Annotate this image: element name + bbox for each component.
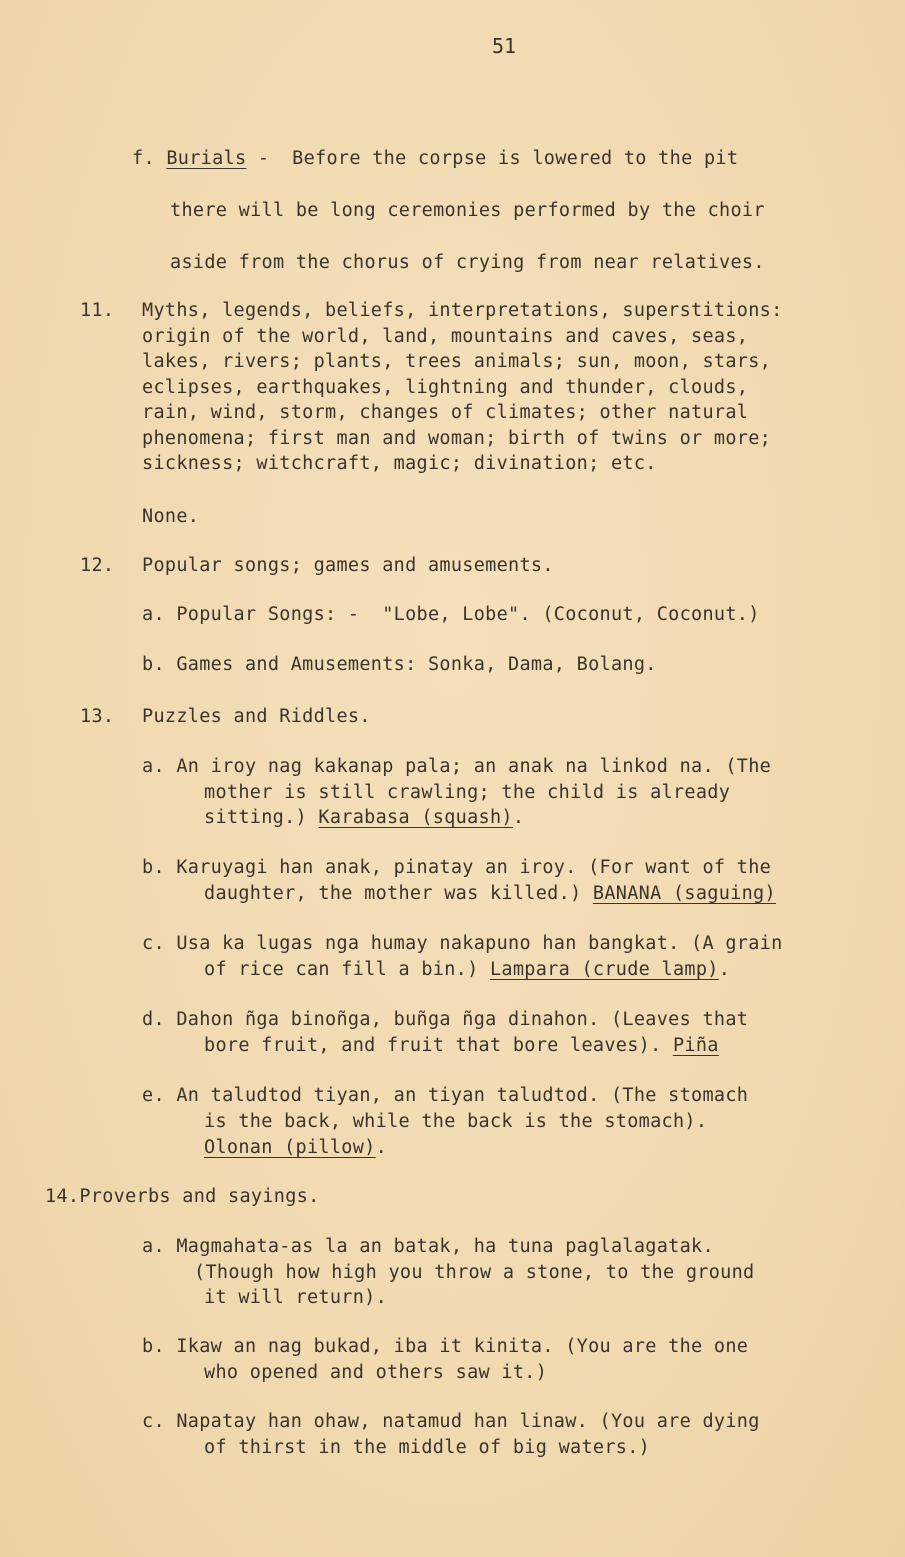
- section-11-line: rain, wind, storm, changes of climates; other natural: [142, 402, 749, 423]
- section-11-line: sickness; witchcraft, magic; divination; etc.: [142, 453, 657, 474]
- burials-line-3: aside from the chorus of crying from near relatives.: [170, 252, 765, 273]
- riddle-a-text: sitting.): [204, 807, 319, 828]
- section-13-title: Puzzles and Riddles.: [142, 706, 371, 727]
- riddle-d-text: bore fruit, and fruit that bore leaves).: [204, 1035, 673, 1056]
- riddle-d-answer: Piña: [672, 1035, 719, 1056]
- section-11-line: phenomena; first man and woman; birth of twins or more;: [142, 428, 772, 449]
- section-11-line: Myths, legends, beliefs, interpretations, superstitions:: [142, 300, 783, 321]
- riddle-b-line-1: b. Karuyagi han anak, pinatay an iroy. (For want of the: [142, 857, 772, 878]
- riddle-e-line-2: is the back, while the back is the stomach).: [204, 1111, 708, 1132]
- riddle-e-answer: Olonan (pillow): [204, 1137, 376, 1158]
- section-11-line: eclipses, earthquakes, lightning and thunder, clouds,: [142, 377, 749, 398]
- section-13-number: 13.: [80, 706, 115, 727]
- riddle-c-line-1: c. Usa ka lugas nga humay nakapuno han bangkat. (A grain: [142, 933, 783, 954]
- section-12-item-b: b. Games and Amusements: Sonka, Dama, Bolang.: [142, 654, 657, 675]
- burials-line-2: there will be long ceremonies performed by the choir: [170, 200, 765, 221]
- riddle-e-line-1: e. An taludtod tiyan, an tiyan taludtod. (The stomach: [142, 1085, 749, 1106]
- proverb-a-line-1: a. Magmahata-as la an batak, ha tuna paglalagatak.: [142, 1236, 714, 1257]
- proverb-b-line-2: who opened and others saw it.): [204, 1362, 548, 1383]
- section-11-line: origin of the world, land, mountains and caves, seas,: [142, 326, 749, 347]
- riddle-d-line-2: [204, 1035, 719, 1056]
- section-11-answer: None.: [142, 506, 200, 527]
- section-11-number: 11.: [80, 300, 115, 321]
- riddle-c-answer: Lampara (crude lamp): [489, 959, 719, 980]
- riddle-b-text: daughter, the mother was killed.): [204, 883, 593, 904]
- proverb-c-line-2: of thirst in the middle of big waters.): [204, 1437, 651, 1458]
- riddle-a-line-2: mother is still crawling; the child is already: [204, 782, 731, 803]
- riddle-c-line-2: of rice can fill a bin.) Lampara (crude lamp).: [204, 959, 731, 980]
- section-11-line: lakes, rivers; plants, trees animals; sun, moon, stars,: [142, 351, 772, 372]
- riddle-d-line-1: d. Dahon ñga binoñga, buñga ñga dinahon. (Leaves that: [142, 1009, 749, 1030]
- burials-title: Burials: [166, 148, 247, 169]
- proverb-c-line-1: c. Napatay han ohaw, natamud han linaw. (You are dying: [142, 1411, 760, 1432]
- burials-label: f.: [132, 148, 155, 169]
- section-12-number: 12.: [80, 555, 115, 576]
- riddle-b-line-2: [204, 883, 776, 904]
- proverb-a-line-2: (Though how high you throw a stone, to the ground: [194, 1262, 755, 1283]
- proverb-a-line-3: it will return).: [204, 1287, 388, 1308]
- section-12-title: Popular songs; games and amusements.: [142, 555, 554, 576]
- riddle-b-answer: BANANA (saguing): [592, 883, 776, 904]
- burials-line-1: [132, 148, 738, 169]
- riddle-a-line-3: sitting.) Karabasa (squash).: [204, 807, 525, 828]
- riddle-e-line-3: Olonan (pillow).: [204, 1137, 388, 1158]
- riddle-a-answer: Karabasa (squash): [318, 807, 513, 828]
- section-14-title: 14.Proverbs and sayings.: [45, 1186, 320, 1207]
- riddle-c-text: of rice can fill a bin.): [204, 959, 490, 980]
- burials-text-1: - Before the corpse is lowered to the pit: [246, 148, 739, 169]
- page-number: 51: [492, 34, 517, 58]
- riddle-a-line-1: a. An iroy nag kakanap pala; an anak na linkod na. (The: [142, 756, 772, 777]
- proverb-b-line-1: b. Ikaw an nag bukad, iba it kinita. (You are the one: [142, 1336, 749, 1357]
- section-12-item-a: a. Popular Songs: - "Lobe, Lobe". (Coconut, Coconut.): [142, 604, 760, 625]
